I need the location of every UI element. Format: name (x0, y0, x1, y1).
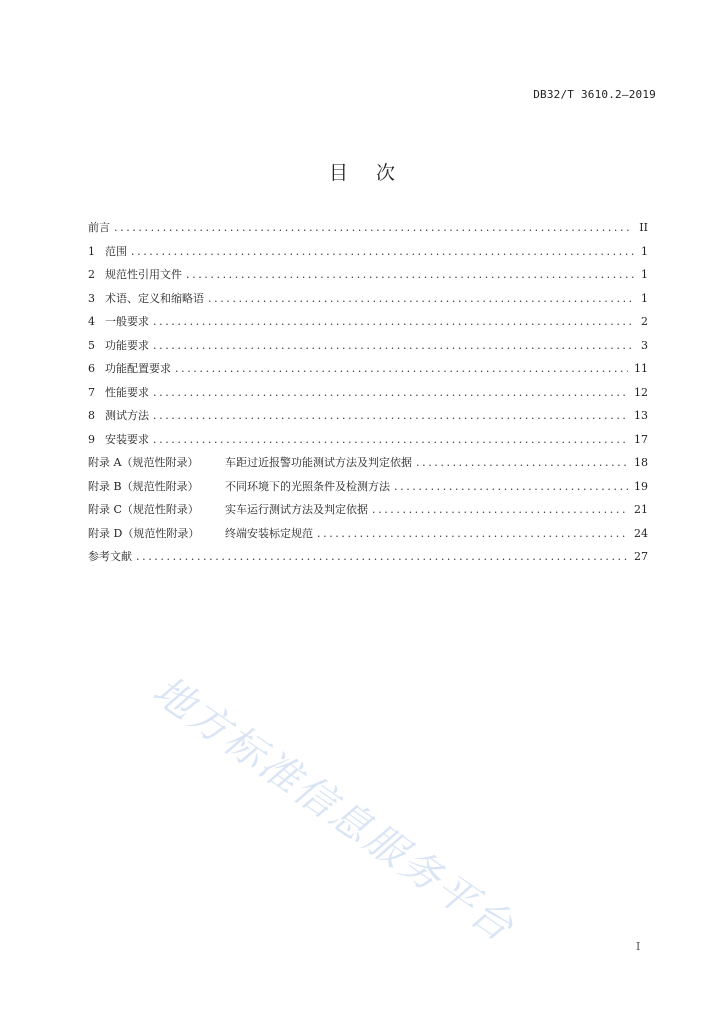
toc-title: 目 次 (328, 162, 396, 184)
toc-entry-label: 范围 (105, 244, 127, 258)
toc-entry-label: 功能要求 (105, 338, 149, 352)
document-code: DB32/T 3610.2—2019 (533, 88, 656, 101)
toc-entry-label: 车距过近报警功能测试方法及判定依据 (225, 456, 412, 469)
toc-entry[interactable] (88, 381, 648, 405)
toc-entry[interactable] (88, 240, 648, 264)
toc-dot-leader (153, 404, 628, 428)
toc-entry-number: 3 (88, 291, 95, 305)
toc-entry-label: 安装要求 (105, 432, 149, 446)
toc-entry[interactable] (88, 216, 648, 240)
toc-entry-page: 21 (634, 503, 648, 516)
toc-entry-label: 规范性引用文件 (105, 268, 182, 281)
toc-entry-page: 1 (641, 244, 648, 258)
toc-entry-page: 3 (641, 338, 648, 352)
toc-entry-page: 18 (634, 456, 648, 469)
toc-dot-leader (136, 545, 628, 569)
toc-entry-annex-prefix: 附录 D（规范性附录） (88, 526, 200, 540)
toc-entry-page: 19 (634, 479, 648, 493)
toc-entry[interactable] (88, 428, 648, 452)
toc-entry-number: 9 (88, 432, 95, 446)
page-number: I (636, 940, 641, 953)
toc-dot-leader (153, 428, 628, 452)
toc-entry-annex-prefix: 附录 B（规范性附录） (88, 479, 199, 493)
toc-dot-leader (153, 310, 635, 334)
toc-dot-leader (186, 263, 635, 287)
toc-entry-page: II (639, 221, 648, 234)
toc-entry-page: 13 (634, 409, 648, 422)
toc-entry-number: 2 (88, 268, 95, 281)
toc-entry-page: 17 (634, 432, 648, 446)
toc-entry-number: 8 (88, 409, 95, 422)
toc-entry-page: 11 (634, 362, 648, 375)
toc-entry[interactable] (88, 263, 648, 287)
toc-entry-label: 性能要求 (105, 385, 149, 399)
toc-dot-leader (208, 287, 635, 311)
toc-entry-number: 6 (88, 362, 95, 375)
toc-entry[interactable] (88, 498, 648, 522)
toc-entry[interactable] (88, 310, 648, 334)
toc-entry-label: 实车运行测试方法及判定依据 (225, 503, 368, 516)
toc-entry[interactable] (88, 522, 648, 546)
toc-entry-number: 7 (88, 385, 95, 399)
toc-entry-label: 术语、定义和缩略语 (105, 291, 204, 305)
toc-dot-leader (416, 451, 628, 475)
toc-entry[interactable] (88, 451, 648, 475)
toc-entry-label: 终端安装标定规范 (225, 526, 313, 540)
toc-entry-number: 1 (88, 244, 95, 258)
toc-dot-leader (153, 381, 628, 405)
toc-entry-page: 1 (641, 291, 648, 305)
toc-entry[interactable] (88, 357, 648, 381)
toc-entry[interactable] (88, 334, 648, 358)
toc-entry[interactable] (88, 404, 648, 428)
toc-dot-leader (394, 475, 628, 499)
toc-entry-page: 12 (634, 385, 648, 399)
table-of-contents (88, 216, 648, 569)
watermark: 地方标准信息服务平台 (144, 667, 524, 952)
toc-entry[interactable] (88, 287, 648, 311)
toc-entry[interactable] (88, 545, 648, 569)
toc-entry-label: 不同环境下的光照条件及检测方法 (225, 479, 390, 493)
toc-entry-label: 一般要求 (105, 315, 149, 328)
toc-entry-label: 功能配置要求 (105, 362, 171, 375)
toc-entry-page: 27 (634, 550, 648, 563)
toc-dot-leader (372, 498, 628, 522)
toc-entry-number: 5 (88, 338, 95, 352)
toc-entry[interactable] (88, 475, 648, 499)
toc-dot-leader (131, 240, 635, 264)
toc-dot-leader (153, 334, 635, 358)
toc-entry-label: 测试方法 (105, 409, 149, 422)
toc-entry-label: 前言 (88, 221, 110, 234)
toc-entry-page: 24 (634, 526, 648, 540)
toc-entry-annex-prefix: 附录 A（规范性附录） (88, 456, 199, 469)
toc-entry-label: 参考文献 (88, 550, 132, 563)
toc-dot-leader (114, 216, 633, 240)
toc-entry-number: 4 (88, 315, 95, 328)
toc-entry-page: 1 (641, 268, 648, 281)
toc-dot-leader (175, 357, 628, 381)
toc-entry-page: 2 (641, 315, 648, 328)
toc-dot-leader (317, 522, 628, 546)
toc-entry-annex-prefix: 附录 C（规范性附录） (88, 503, 199, 516)
